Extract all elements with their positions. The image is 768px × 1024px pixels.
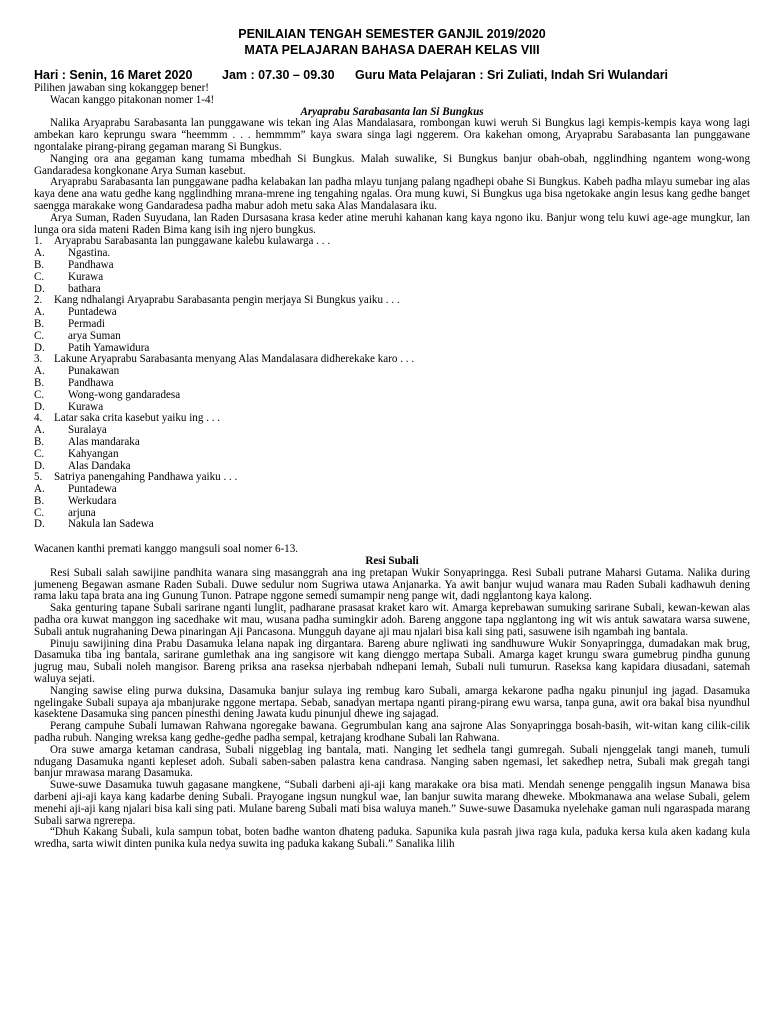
- option-text: Pandhawa: [68, 258, 114, 271]
- option-text: Permadi: [68, 317, 105, 330]
- option-letter: C.: [34, 270, 45, 283]
- option-letter: D.: [34, 400, 45, 413]
- option-letter: B.: [34, 258, 45, 271]
- question-4: [34, 413, 750, 472]
- reading1-paragraph: Nanging ora ana gegaman kang tumama mbedhah Si Bungkus. Malah suwalike, Si Bungkus banjur obah-obah, ngglindhing ngantem wong-wong Gandaradesa kongkonane Arya Suman kasebut.: [34, 152, 750, 177]
- reading1-title: Aryaprabu Sarabasanta lan Si Bungkus: [300, 105, 484, 118]
- exam-day: Hari : Senin, 16 Maret 2020: [34, 68, 193, 82]
- option-text: bathara: [68, 282, 101, 295]
- option-text: Puntadewa: [68, 306, 117, 319]
- exam-title: [34, 26, 750, 58]
- reading2-paragraph: Pinuju sawijining dina Prabu Dasamuka lelana napak ing dirgantara. Bareng abure ngliwati ing sandhuwure Wukir Sonyapringga, dumadakan mak brug, Dasamuka tiba ing bantala, sarirane gumlethak ana ing sangisore wit kang dienggo mertapa Subali. Amarga kaget krungu swara gumebrug pindha gunung jugrug mau, Subali noleh mangisor. Bareng priksa ana raseksa njerbabah ndhepani lemah, Subali nuli tumurun. Raseksa kang kapidara diusadani, satemah waluya sejati.: [34, 637, 750, 686]
- option-text: Wong-wong gandaradesa: [68, 388, 181, 401]
- exam-meta: [34, 67, 750, 83]
- option-letter: D.: [34, 282, 45, 295]
- exam-teacher: Guru Mata Pelajaran : Sri Zuliati, Indah Sri Wulandari: [355, 68, 669, 82]
- instruction-line1: Pilihen jawaban sing kokanggep bener!: [34, 82, 209, 94]
- option-letter: B.: [34, 494, 45, 507]
- option-text: arya Suman: [68, 329, 121, 342]
- exam-title-line2: MATA PELAJARAN BAHASA DAERAH KELAS VIII: [244, 43, 540, 57]
- question-number: 2.: [34, 294, 43, 307]
- reading2-paragraph: Perang campuhe Subali lumawan Rahwana ngoregake bawana. Gegrumbulan kang ana sajrone Alas Sonyapringga bosah-basih, wit-witan kang cilik-cilik padha rubuh. Nanging wreksa kang gedhe-gedhe padha sempal, ketrajang krodhane Subali lan Rahwana.: [34, 720, 750, 745]
- option-text: Kurawa: [68, 400, 104, 413]
- option-letter: B.: [34, 435, 45, 448]
- option-text: arjuna: [68, 506, 96, 519]
- option-text: Puntadewa: [68, 483, 117, 496]
- question-text: Kang ndhalangi Aryaprabu Sarabasanta pengin merjaya Si Bungkus yaiku . . .: [54, 294, 400, 307]
- reading2-paragraph: Saka genturing tapane Subali sarirane nganti lunglit, padharane prasasat kraket karo wit. Amarga keprebawan sumuking sarirane Subali, kewan-kewan alas padha ora kuwat manggon ing sacedhake wit mau, wusana padha sumingkir adoh. Bareng anggone tapa ngglantong ing wit wis antuk sawatara warsa suwene, Subali antuk nugrahaning Dewa pinaringan Aji Pancasona. Mungguh dayane aji mau njalari bisa kali sing pati, sasuwene isih ngambah ing bantala.: [34, 602, 750, 638]
- exam-time: Jam : 07.30 – 09.30: [222, 68, 335, 82]
- exam-body: [34, 83, 750, 851]
- option-letter: A.: [34, 247, 45, 260]
- reading2-paragraph: Nanging sawise eling purwa duksina, Dasamuka banjur sulaya ing rembug karo Subali, amarga kekarone padha ngaku pinunjul ing jagad. Dasamuka ngelingake Subali supaya aja mbanjurake nggone mertapa. Sebab, sanadyan mertapa nganti pirang-pirang ewu warsa, tanpa guna, awit ora bakal bisa nyundhul kasektene Dasamuka sing pancen pinesthi dening Jawata kudu pinunjul dhewe ing sajagad.: [34, 684, 750, 721]
- reading1-paragraph: Nalika Aryaprabu Sarabasanta lan punggawane wis tekan ing Alas Mandalasara, rombongan kuwi weruh Si Bungkus lagi kempis-kempis kaya wong lagi ambekan karo keprungu swara “heemmm . . . hemmmm” kaya swara singa lagi nggerem. Ora kakehan omong, Aryaprabu Sarabasanta lan punggawane ngontalake pirang-pirang gegaman marang Si Bungkus.: [34, 117, 750, 153]
- option-text: Pandhawa: [68, 376, 114, 389]
- question-5: [34, 472, 750, 531]
- exam-page: [34, 26, 750, 851]
- reading2-paragraph: Resi Subali salah sawijine pandhita wanara sing masanggrah ana ing pretapan Wukir Sonyapringga. Resi Subali putrane Maharsi Gutama. Nalika during jumeneng Begawan asmane Raden Subali. Duwe sedulur nom Sugriwa utawa Anjanarka. Ya awit banjur wujud wanara mau Raden Subali kadhawuh dening rama laku tapa brata ana ing Gunung Tunon. Patrape nggone semedi sumampir neng pange wit, dadi ngglantong kaya kalong.: [34, 566, 750, 603]
- question-number: 5.: [34, 471, 43, 484]
- instruction-reading2: Wacanen kanthi premati kanggo mangsuli soal nomer 6-13.: [34, 543, 299, 556]
- question-text: Satriya panengahing Pandhawa yaiku . . .: [54, 471, 238, 484]
- question-text: Aryaprabu Sarabasanta lan punggawane kalebu kulawarga . . .: [54, 235, 331, 248]
- option-letter: A.: [34, 306, 45, 319]
- option-letter: A.: [34, 483, 45, 496]
- option-letter: D.: [34, 341, 45, 354]
- option-text: Kahyangan: [68, 447, 119, 460]
- option-text: Patih Yamawidura: [68, 341, 150, 354]
- option-text: Punakawan: [68, 365, 120, 378]
- instruction-line2: Wacan kanggo pitakonan nomer 1-4!: [50, 93, 215, 106]
- option-text: Ngastina.: [68, 247, 111, 260]
- question-number: 1.: [34, 235, 43, 248]
- option-text: Kurawa: [68, 270, 104, 283]
- reading1-paragraph: Aryaprabu Sarabasanta lan punggawane padha kelabakan lan padha mlayu tunjang palang ngadhepi obahe Si Bungkus. Kabeh padha mlayu sumebar ing alas kaya dene ana watu gedhe kang ngglindhing mrana-mrene ing tengahing ngalas. Ora mung kuwi, Si Bungkus uga bisa ngetokake angin lesus kang gedhe banget saengga marakake wong Gandaradesa padha mabur adoh metu saka Alas Mandalasara iku.: [34, 176, 750, 212]
- option-letter: C.: [34, 506, 45, 519]
- question-text: Lakune Aryaprabu Sarabasanta menyang Alas Mandalasara didherekake karo . . .: [54, 353, 415, 366]
- option-letter: C.: [34, 388, 45, 401]
- option-letter: C.: [34, 329, 45, 342]
- question-number: 3.: [34, 353, 43, 366]
- option-letter: C.: [34, 447, 45, 460]
- option-letter: B.: [34, 317, 45, 330]
- option-letter: A.: [34, 365, 45, 378]
- question-number: 4.: [34, 412, 43, 425]
- reading2-paragraph: Suwe-suwe Dasamuka tuwuh gagasane mangkene, “Subali darbeni aji-aji kang marakake ora bisa mati. Mendah senenge penggalih ingsun Manawa bisa darbeni aji-aji kaya kang kadarbe dening Subali. Prayogane ingsun nungkul wae, lan banjur suwita marang dheweke. Mbokmanawa ana welase Subali, gelem menehi aji-aji kang njalari bisa kali sing pati. Mulane bareng Subali mati bisa waluya maneh.” Suwe-suwe Dasamuka nyelehake gaman nuli ngaraspada marang Subali sarwa ngrerepa.: [34, 779, 750, 827]
- question-text: Latar saka crita kasebut yaiku ing . . .: [54, 412, 221, 425]
- question-3: [34, 354, 750, 413]
- option-text: Suralaya: [68, 424, 107, 437]
- question-1: [34, 236, 750, 295]
- option-text: Werkudara: [68, 494, 117, 507]
- question-2: [34, 295, 750, 354]
- option-text: Alas Dandaka: [68, 459, 131, 472]
- reading2-paragraph: “Dhuh Kakang Subali, kula sampun tobat, boten badhe wanton dhateng paduka. Sapunika kula pasrah jiwa raga kula, paduka kersa kula aken kadang kula wredha, sarta wiwit dinten punika kula nedya suwita ing paduka kakang Subali.” Sanalika lilih: [34, 826, 750, 851]
- reading1-paragraph: Arya Suman, Raden Suyudana, lan Raden Dursasana krasa keder atine meruhi kahanan kang kaya ngono iku. Banjur wong telu kuwi age-age mungkur, lan lunga ora sida mateni Raden Bima kang isih ing njero bungkus.: [34, 211, 750, 236]
- reading2-paragraph: Ora suwe amarga ketaman candrasa, Subali niggeblag ing bantala, mati. Nanging let sedhela tangi gumregah. Subali njenggelak tangi maneh, tumuli ndugang Dasamuka nganti kepleset adoh. Subali saben-saben palastra kena candrasa. Nanging saben ngemasi, let sakedhep netra, Subali mak gregah tangi banjur mrawasa marang Dasamuka.: [34, 743, 750, 780]
- option-letter: A.: [34, 424, 45, 437]
- option-text: Alas mandaraka: [68, 435, 140, 448]
- exam-title-line1: PENILAIAN TENGAH SEMESTER GANJIL 2019/2020: [238, 27, 546, 41]
- option-letter: B.: [34, 376, 45, 389]
- reading2-title: Resi Subali: [365, 555, 419, 568]
- option-text: Nakula lan Sadewa: [68, 518, 154, 531]
- option-letter: D.: [34, 459, 45, 472]
- option-letter: D.: [34, 518, 45, 531]
